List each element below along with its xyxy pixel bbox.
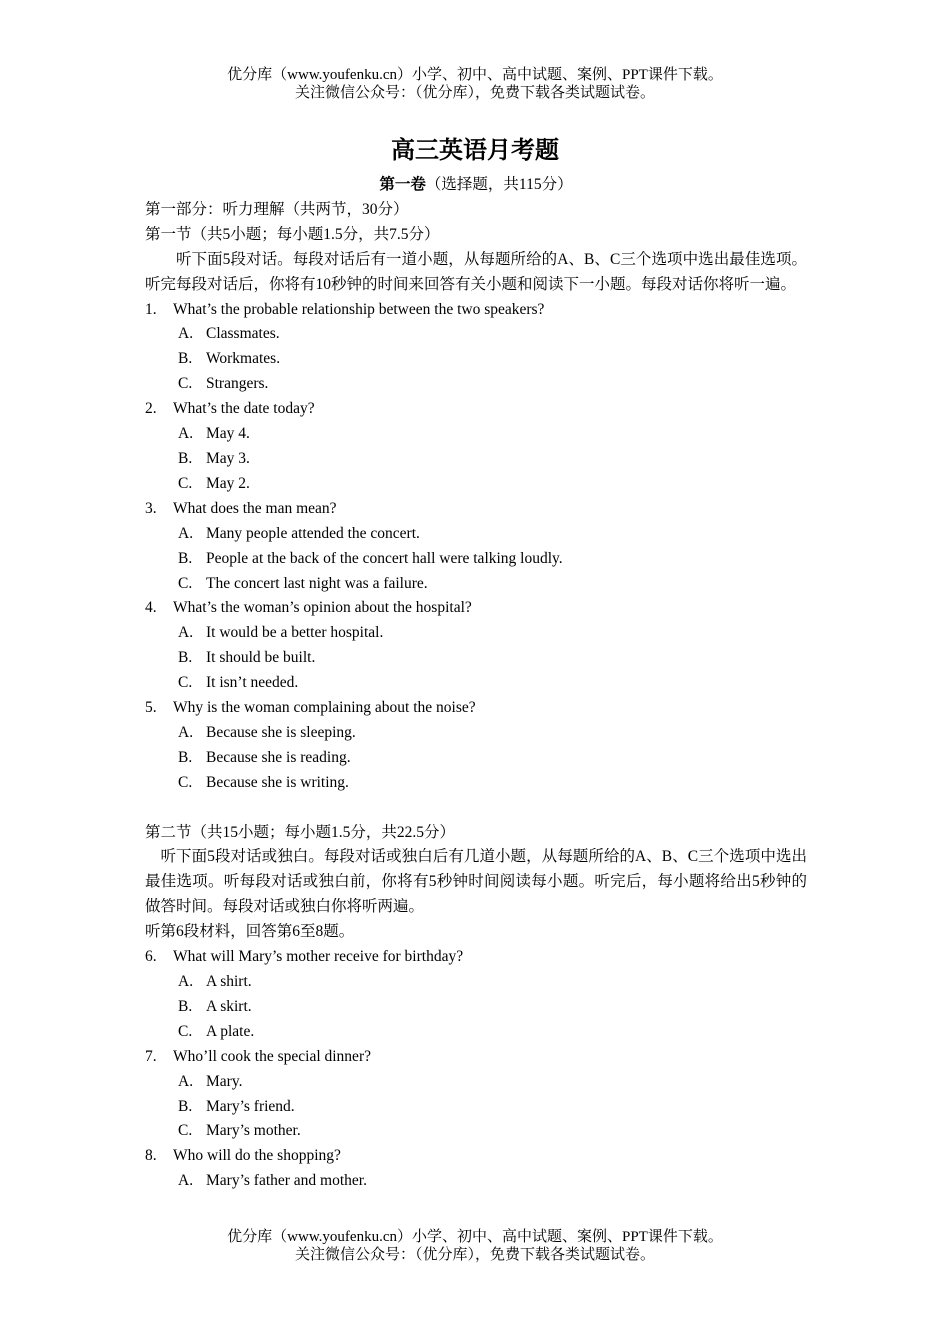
section-1-heading: 第一节（共5小题；每小题1.5分，共7.5分）	[145, 225, 440, 243]
option-text: Mary’s father and mother.	[206, 1172, 367, 1190]
option-letter: B.	[178, 1097, 193, 1115]
question-text: What’s the woman’s opinion about the hospital?	[173, 599, 472, 617]
section-1-questions	[145, 298, 807, 796]
question-text: Why is the woman complaining about the noise?	[173, 699, 476, 717]
option-letter: A.	[178, 1072, 194, 1090]
answer-option	[145, 1095, 807, 1120]
option-text: It isn’t needed.	[206, 674, 299, 692]
question	[145, 596, 807, 621]
question-number: 7.	[145, 1047, 157, 1065]
page-title: 高三英语月考题	[391, 136, 559, 164]
option-letter: A.	[178, 1172, 194, 1190]
section-2-instructions: 听下面5段对话或独白。每段对话或独白后有几道小题，从每题所给的A、B、C三个选项中选出最佳选项。听每段对话或独白前，你将有5秒钟时间阅读每小题。听完后，每小题将给出5秒钟的做答时间。每段对话或独白你将听两遍。	[145, 848, 807, 916]
option-text: A shirt.	[206, 972, 252, 990]
answer-option	[145, 472, 807, 497]
answer-option	[145, 372, 807, 397]
answer-option	[145, 746, 807, 771]
question	[145, 696, 807, 721]
option-text: Classmates.	[206, 325, 280, 343]
answer-option	[145, 995, 807, 1020]
option-letter: C.	[178, 1122, 193, 1140]
question-text: What will Mary’s mother receive for birthday?	[173, 948, 464, 966]
section-2-questions	[145, 945, 807, 1194]
option-letter: B.	[178, 449, 193, 467]
question-number: 4.	[145, 599, 157, 617]
answer-option	[145, 447, 807, 472]
answer-option	[145, 771, 807, 796]
option-letter: A.	[178, 325, 194, 343]
question-number: 3.	[145, 499, 157, 517]
question	[145, 1144, 807, 1169]
answer-option	[145, 322, 807, 347]
option-text: People at the back of the concert hall were talking loudly.	[206, 549, 563, 567]
spacer	[145, 796, 807, 821]
option-text: May 2.	[206, 474, 250, 492]
option-letter: A.	[178, 723, 194, 741]
answer-option	[145, 547, 807, 572]
section-1-instructions: 听下面5段对话。每段对话后有一道小题，从每题所给的A、B、C三个选项中选出最佳选项。听完每段对话后，你将有10秒钟的时间来回答有关小题和阅读下一小题。每段对话你将听一遍。	[145, 250, 807, 293]
answer-option	[145, 721, 807, 746]
option-text: Mary’s friend.	[206, 1097, 295, 1115]
question	[145, 298, 807, 323]
question-number: 2.	[145, 400, 157, 418]
option-letter: A.	[178, 524, 194, 542]
option-letter: C.	[178, 1022, 193, 1040]
answer-option	[145, 1070, 807, 1095]
option-letter: B.	[178, 649, 193, 667]
option-letter: C.	[178, 574, 193, 592]
option-text: A skirt.	[206, 997, 252, 1015]
option-letter: A.	[178, 972, 194, 990]
answer-option	[145, 572, 807, 597]
question-text: Who’ll cook the special dinner?	[173, 1047, 371, 1065]
page-header	[0, 66, 950, 102]
option-text: May 3.	[206, 449, 250, 467]
option-text: Because she is reading.	[206, 748, 351, 766]
question-number: 1.	[145, 300, 157, 318]
question-text: Who will do the shopping?	[173, 1147, 341, 1165]
answer-option	[145, 671, 807, 696]
question-text: What’s the date today?	[173, 400, 315, 418]
option-text: May 4.	[206, 425, 250, 443]
answer-option	[145, 1020, 807, 1045]
footer-line-1: 优分库（www.youfenku.cn）小学、初中、高中试题、案例、PPT课件下载。	[227, 1229, 723, 1245]
option-letter: C.	[178, 773, 193, 791]
option-letter: C.	[178, 375, 193, 393]
question	[145, 397, 807, 422]
page-footer	[0, 1228, 950, 1264]
option-text: Workmates.	[206, 350, 281, 368]
option-text: Because she is sleeping.	[206, 723, 356, 741]
option-text: The concert last night was a failure.	[206, 574, 428, 592]
option-letter: B.	[178, 748, 193, 766]
answer-option	[145, 970, 807, 995]
question	[145, 945, 807, 970]
volume-note: （选择题，共115分）	[425, 176, 573, 193]
volume-label: 第一卷	[379, 176, 426, 193]
question-text: What does the man mean?	[173, 499, 337, 517]
option-text: Strangers.	[206, 375, 269, 393]
section-2-heading: 第二节（共15小题；每小题1.5分，共22.5分）	[145, 823, 456, 841]
option-letter: B.	[178, 997, 193, 1015]
header-line-1: 优分库（www.youfenku.cn）小学、初中、高中试题、案例、PPT课件下载。	[227, 67, 723, 83]
question-number: 8.	[145, 1147, 157, 1165]
answer-option	[145, 1119, 807, 1144]
answer-option	[145, 422, 807, 447]
question	[145, 497, 807, 522]
option-text: Because she is writing.	[206, 773, 349, 791]
option-letter: B.	[178, 549, 193, 567]
answer-option	[145, 1169, 807, 1194]
option-text: Mary’s mother.	[206, 1122, 301, 1140]
answer-option	[145, 347, 807, 372]
header-line-2: 关注微信公众号：（优分库），免费下载各类试题试卷。	[294, 85, 655, 101]
material-note: 听第6段材料，回答第6至8题。	[145, 923, 355, 941]
option-text: Mary.	[206, 1072, 243, 1090]
option-letter: A.	[178, 425, 194, 443]
option-text: It should be built.	[206, 649, 316, 667]
answer-option	[145, 621, 807, 646]
option-letter: C.	[178, 474, 193, 492]
exam-body	[145, 173, 807, 1194]
answer-option	[145, 522, 807, 547]
option-letter: C.	[178, 674, 193, 692]
volume-heading	[145, 173, 807, 198]
answer-option	[145, 646, 807, 671]
option-text: Many people attended the concert.	[206, 524, 420, 542]
part-heading: 第一部分：听力理解（共两节，30分）	[145, 200, 409, 218]
option-letter: B.	[178, 350, 193, 368]
option-text: It would be a better hospital.	[206, 624, 384, 642]
footer-line-2: 关注微信公众号：（优分库），免费下载各类试题试卷。	[294, 1247, 655, 1263]
question-text: What’s the probable relationship between the two speakers?	[173, 300, 545, 318]
option-letter: A.	[178, 624, 194, 642]
question-number: 5.	[145, 699, 157, 717]
option-text: A plate.	[206, 1022, 255, 1040]
question	[145, 1045, 807, 1070]
question-number: 6.	[145, 948, 157, 966]
